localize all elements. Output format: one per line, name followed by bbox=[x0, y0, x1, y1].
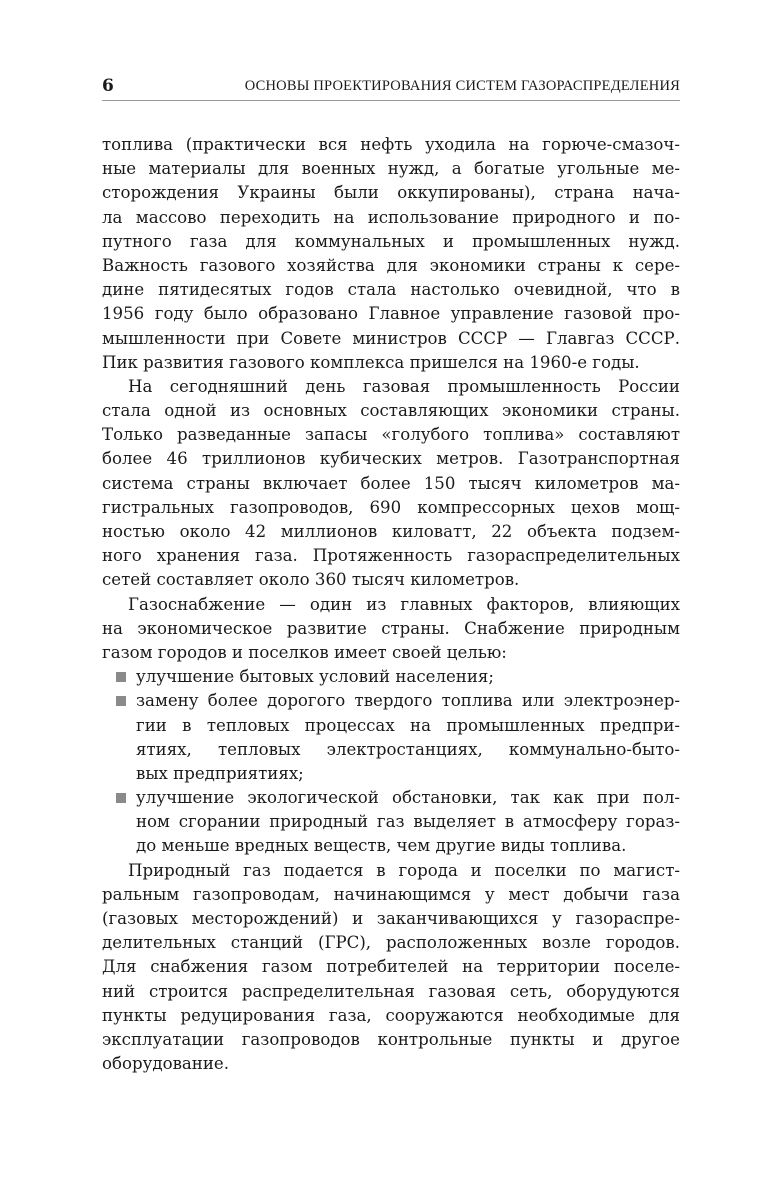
text-line: до меньше вредных веществ, чем другие виды топлива. bbox=[136, 836, 627, 856]
text-line: Важность газового хозяйства для экономики страны к сере- bbox=[102, 255, 680, 275]
text-line: сторождения Украины были оккупированы), страна нача- bbox=[102, 183, 680, 203]
text-line: гии в тепловых процессах на промышленных предпри- bbox=[136, 715, 680, 735]
list-item bbox=[102, 689, 680, 786]
text-line: мышленности при Совете министров СССР — Главгаз СССР. bbox=[102, 328, 680, 348]
text-line: дине пятидесятых годов стала настолько очевидной, что в bbox=[102, 280, 680, 300]
text-line: гистральных газопроводов, 690 компрессорных цехов мощ- bbox=[102, 497, 680, 517]
text-line: Природный газ подается в города и поселки по магист- bbox=[128, 860, 680, 880]
text-line: ла массово переходить на использование природного и по- bbox=[102, 207, 680, 227]
text-line: вых предприятиях; bbox=[136, 763, 304, 783]
text-line: делительных станций (ГРС), расположенных возле городов. bbox=[102, 933, 680, 953]
text-line: путного газа для коммунальных и промышленных нужд. bbox=[102, 231, 680, 251]
text-line: ного хранения газа. Протяженность газораспределительных bbox=[102, 546, 680, 566]
text-line: ном сгорании природный газ выделяет в атмосферу гораз- bbox=[136, 812, 680, 832]
list-item bbox=[102, 665, 680, 689]
text-line: Пик развития газового комплекса пришелся на 1960-е годы. bbox=[102, 352, 640, 372]
text-line: эксплуатации газопроводов контрольные пункты и другое bbox=[102, 1029, 680, 1049]
text-line: на экономическое развитие страны. Снабжение природным bbox=[102, 618, 680, 638]
page-number: 6 bbox=[102, 76, 114, 96]
square-bullet-icon bbox=[116, 696, 126, 706]
text-line: ральным газопроводам, начинающимся у мест добычи газа bbox=[102, 884, 680, 904]
square-bullet-icon bbox=[116, 793, 126, 803]
square-bullet-icon bbox=[116, 672, 126, 682]
goals-list bbox=[102, 665, 680, 859]
text-line: Только разведанные запасы «голубого топлива» составляют bbox=[102, 425, 680, 445]
text-line: более 46 триллионов кубических метров. Газотранспортная bbox=[102, 449, 680, 469]
text-line: ные материалы для военных нужд, а богатые угольные ме- bbox=[102, 159, 680, 179]
list-item bbox=[102, 786, 680, 859]
paragraph-gas-history bbox=[102, 133, 680, 375]
text-line: стала одной из основных составляющих экономики страны. bbox=[102, 401, 680, 421]
text-line: Газоснабжение — один из главных факторов, влияющих bbox=[128, 594, 680, 614]
text-line: пункты редуцирования газа, сооружаются необходимые для bbox=[102, 1005, 680, 1025]
text-line: газом городов и поселков имеет своей целью: bbox=[102, 642, 507, 662]
paragraph-gas-distribution bbox=[102, 859, 680, 1077]
paragraph-gas-industry-today bbox=[102, 375, 680, 593]
text-line: топлива (практически вся нефть уходила на горюче-смазоч- bbox=[102, 135, 680, 154]
text-line: ностью около 42 миллионов киловатт, 22 объекта подзем- bbox=[102, 522, 680, 541]
running-title: ОСНОВЫ ПРОЕКТИРОВАНИЯ СИСТЕМ ГАЗОРАСПРЕДЕЛЕНИЯ bbox=[244, 78, 680, 94]
paragraph-gas-supply-goals bbox=[102, 593, 680, 666]
page-header bbox=[102, 70, 680, 101]
text-line: На сегодняшний день газовая промышленность России bbox=[128, 376, 680, 396]
text-line: оборудование. bbox=[102, 1054, 230, 1074]
text-line: улучшение экологической обстановки, так как при пол- bbox=[136, 788, 680, 808]
text-line: ний строится распределительная газовая сеть, оборудуются bbox=[102, 981, 680, 1001]
book-page bbox=[102, 70, 680, 1076]
text-line: ятиях, тепловых электростанциях, коммунально-быто- bbox=[136, 739, 680, 759]
text-line: улучшение бытовых условий населения; bbox=[136, 667, 494, 687]
text-line: (газовых месторождений) и заканчивающихся у газораспре- bbox=[102, 909, 680, 928]
text-line: система страны включает более 150 тысяч километров ма- bbox=[102, 473, 680, 493]
text-line: Для снабжения газом потребителей на территории поселе- bbox=[102, 957, 680, 977]
text-line: замену более дорогого твердого топлива или электроэнер- bbox=[136, 691, 680, 711]
text-line: 1956 году было образовано Главное управление газовой про- bbox=[102, 304, 680, 324]
page-body bbox=[102, 133, 680, 1076]
text-line: сетей составляет около 360 тысяч километров. bbox=[102, 570, 520, 590]
